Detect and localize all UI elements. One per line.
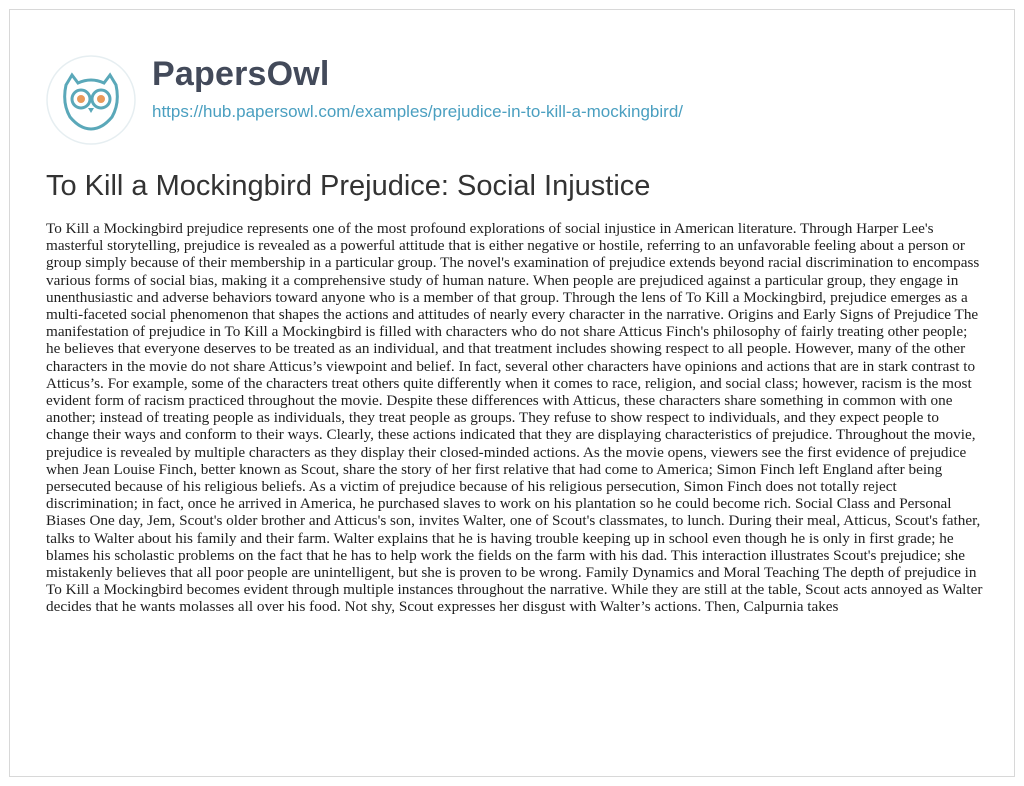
owl-logo-icon [46, 55, 136, 145]
essay-title: To Kill a Mockingbird Prejudice: Social Injustice [46, 170, 651, 202]
brand-name[interactable]: PapersOwl [152, 55, 330, 93]
header [46, 55, 946, 135]
page-url-link[interactable]: https://hub.papersowl.com/examples/prejudice-in-to-kill-a-mockingbird/ [152, 102, 684, 121]
essay-body: To Kill a Mockingbird prejudice represents one of the most profound explorations of social injustice in American literature. Through Harper Lee's masterful storytelling, prejudice is revealed as a powerful attitude that is either negative or hostile, referring to an unfavorable feeling about a person or group simply because of their membership in a particular group. The novel's examination of prejudice extends beyond racial discrimination to encompass various forms of social bias, making it a comprehensive study of human nature. When people are prejudiced against a particular group, they engage in unenthusiastic and adverse behaviors toward anyone who is a member of that group. Through the lens of To Kill a Mockingbird, prejudice emerges as a multi-faceted social phenomenon that shapes the actions and attitudes of nearly every character in the narrative. Origins and Early Signs of Prejudice The manifestation of prejudice in To Kill a Mockingbird is filled with characters who do not share Atticus Finch's philosophy of fairly treating other people; he believes that everyone deserves to be treated as an individual, and that treatment includes showing respect to all people. However, many of the other characters in the movie do not share Atticus’s viewpoint and belief. In fact, several other characters have opinions and actions that are in stark contrast to Atticus’s. For example, some of the characters treat others quite differently when it comes to race, religion, and social class; however, racism is the most evident form of racism practiced throughout the movie. Despite these differences with Atticus, these characters share something in common with one another; instead of treating people as individuals, they treat people as groups. They refuse to show respect to individuals, and they expect people to change their ways and conform to their ways. Clearly, these actions indicated that they are displaying characteristics of prejudice. Throughout the movie, prejudice is revealed by multiple characters as they display their closed-minded actions. As the movie opens, viewers see the first evidence of prejudice when Jean Louise Finch, better known as Scout, share the story of her first relative that had come to America; Simon Finch left England after being persecuted because of his religious beliefs. As a victim of prejudice because of his religious persecution, Simon Finch does not totally reject discrimination; in fact, once he arrived in America, he purchased slaves to work on his plantation so he could become rich. Social Class and Personal Biases One day, Jem, Scout's older brother and Atticus's son, invites Walter, one of Scout's classmates, to lunch. During their meal, Atticus, Scout's father, talks to Walter about his family and their farm. Walter explains that he is having trouble keeping up in school even though he is only in first grade; he blames his scholastic problems on the fact that he has to help work the fields on the farm with his dad. This interaction illustrates Scout's prejudice; she mistakenly believes that all poor people are unintelligent, but she is proven to be wrong. Family Dynamics and Moral Teaching The depth of prejudice in To Kill a Mockingbird becomes evident through multiple instances throughout the narrative. While they are still at the table, Scout acts annoyed as Walter decides that he wants molasses all over his food. Not shy, Scout expresses her disgust with Walter’s actions. Then, Calpurnia takes [46, 220, 983, 616]
